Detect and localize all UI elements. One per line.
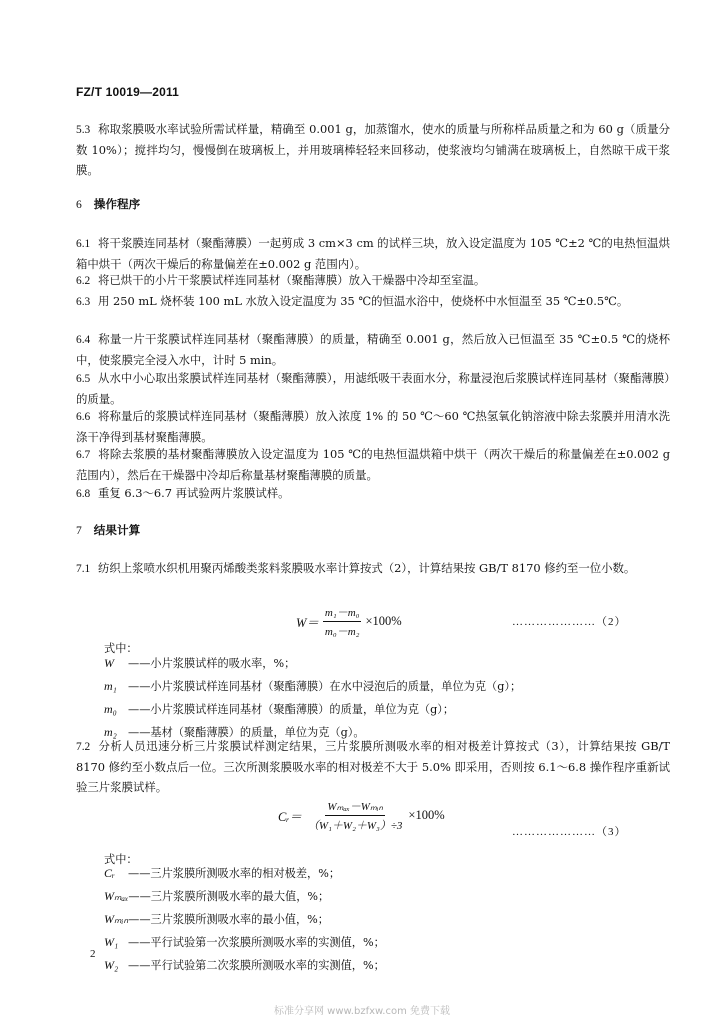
clause-5-3 [76, 119, 670, 180]
definition-text: ——三片浆膜所测吸水率的最大值，%； [128, 890, 330, 903]
definition-text: ——三片浆膜所测吸水率的最小值，%； [128, 913, 329, 926]
clause-7-1 [76, 558, 670, 579]
clause-number: 6.2 [76, 275, 91, 287]
section-6-heading [76, 196, 140, 212]
definition-item [104, 908, 385, 931]
section-number: 7 [76, 524, 82, 537]
definition-list-eq3 [104, 862, 385, 977]
equation-numerator: m₁－m₀ [323, 604, 362, 622]
definition-text: ——平行试验第一次浆膜所测吸水率的实测值，%； [128, 936, 385, 949]
definition-text: ——基材（聚酯薄膜）的质量，单位为克（g）。 [128, 726, 365, 739]
clause-6-3 [76, 291, 670, 312]
section-title: 结果计算 [93, 523, 141, 537]
where-label-2: 式中： [104, 853, 138, 866]
clause-number: 6.4 [76, 334, 91, 346]
section-7-heading [76, 522, 140, 538]
clause-text: 从水中小心取出浆膜试样连同基材（聚酯薄膜），用滤纸吸干表面水分，称量浸泡后浆膜试样连同基材（聚酯薄膜）的质量。 [76, 371, 670, 406]
equation-tail: ×100% [408, 808, 445, 822]
equation-numerator: Wₘₐₓ－Wₘᵢₙ [325, 798, 385, 816]
equation-2-number: …………………（2） [512, 616, 627, 628]
clause-text: 分析人员迅速分析三片浆膜试样测定结果，三片浆膜所测吸水率的相对极差计算按式（3），计算结果按 GB/T 8170 修约至小数点后一位。三次所测浆膜吸水率的相对极差不大于 5.0% 即采用，否则按 6.1～6.8 操作程序重新试验三片浆膜试样。 [76, 739, 670, 794]
equation-denominator: m₀－m₂ [324, 626, 360, 638]
definition-text: ——三片浆膜所测吸水率的相对极差，%； [128, 867, 341, 880]
definition-symbol: Cᵣ [104, 866, 115, 880]
clause-6-6 [76, 406, 670, 447]
definition-item [104, 885, 385, 908]
clause-text: 重复 6.3～6.7 再试验两片浆膜试样。 [98, 486, 290, 500]
equation-lhs: Cᵣ＝ [278, 809, 302, 824]
equation-3-number: …………………（3） [512, 826, 627, 838]
watermark-footer: 标准分享网 www.bzfxw.com 免费下载 [274, 1006, 450, 1017]
page-number: 2 [90, 948, 96, 960]
definition-symbol: Wₘₐₓ [104, 889, 129, 903]
equation-fraction [323, 604, 362, 639]
definition-item [104, 698, 521, 721]
definition-text: ——小片浆膜试样的吸水率，%； [128, 657, 296, 670]
definition-symbol: W₁ [104, 935, 119, 949]
clause-number: 6.8 [76, 488, 91, 500]
definition-text: ——平行试验第二次浆膜所测吸水率的实测值，%； [128, 959, 385, 972]
clause-number: 6.7 [76, 449, 91, 461]
definition-text: ——小片浆膜试样连同基材（聚酯薄膜）的质量，单位为克（g）； [128, 703, 455, 716]
equation-denominator: （W₁＋W₂＋W₃）÷3 [307, 820, 403, 832]
clause-number: 6.5 [76, 373, 91, 385]
definition-item [104, 954, 385, 977]
definition-item [104, 862, 385, 885]
document-header: FZ/T 10019—2011 [76, 85, 180, 99]
clause-6-1 [76, 233, 670, 274]
clause-6-7 [76, 444, 670, 485]
clause-text: 纺织上浆喷水织机用聚丙烯酸类浆料浆膜吸水率计算按式（2），计算结果按 GB/T 8170 修约至一位小数。 [98, 561, 636, 575]
clause-number: 7.2 [76, 741, 91, 753]
clause-number: 6.1 [76, 238, 91, 250]
clause-6-5 [76, 368, 670, 409]
equation-lhs: W＝ [296, 615, 319, 630]
definition-item [104, 652, 521, 675]
clause-7-2 [76, 736, 670, 797]
clause-6-4 [76, 329, 670, 370]
definition-item [104, 931, 385, 954]
definition-symbol: W [104, 656, 114, 670]
equation-2 [296, 604, 402, 639]
definition-symbol: m₀ [104, 702, 117, 716]
definition-symbol: m₂ [104, 725, 117, 739]
definition-item [104, 675, 521, 698]
clause-text: 称量一片干浆膜试样连同基材（聚酯薄膜）的质量，精确至 0.001 g，然后放入已恒温至 35 ℃±0.5 ℃的烧杯中，使浆膜完全浸入水中，计时 5 min。 [76, 332, 670, 367]
definition-symbol: m₁ [104, 679, 117, 693]
clause-6-8 [76, 483, 670, 504]
clause-text: 将干浆膜连同基材（聚酯薄膜）一起剪成 3 cm×3 cm 的试样三块，放入设定温度为 105 ℃±2 ℃的电热恒温烘箱中烘干（两次干燥后的称量偏差在±0.002 g 范围内）。 [76, 236, 670, 271]
clause-number: 6.6 [76, 411, 91, 423]
definition-symbol: Wₘᵢₙ [104, 912, 129, 926]
clause-text: 将称量后的浆膜试样连同基材（聚酯薄膜）放入浓度 1% 的 50 ℃～60 ℃热氢氧化钠溶液中除去浆膜并用清水洗涤干净得到基材聚酯薄膜。 [76, 409, 670, 444]
clause-text: 用 250 mL 烧杯装 100 mL 水放入设定温度为 35 ℃的恒温水浴中，使烧杯中水恒温至 35 ℃±0.5℃。 [98, 294, 629, 308]
definition-text: ——小片浆膜试样连同基材（聚酯薄膜）在水中浸泡后的质量，单位为克（g）； [128, 680, 522, 693]
definition-list-eq2 [104, 652, 521, 744]
clause-number: 7.1 [76, 563, 91, 575]
clause-text: 将已烘干的小片干浆膜试样连同基材（聚酯薄膜）放入干燥器中冷却至室温。 [98, 273, 486, 287]
equation-3 [278, 798, 445, 833]
clause-text: 称取浆膜吸水率试验所需试样量，精确至 0.001 g，加蒸馏水，使水的质量与所称样品质量之和为 60 g（质量分数 10%）；搅拌均匀，慢慢倒在玻璃板上，并用玻璃棒轻轻来回移动，使浆液均匀铺满在玻璃板上，自然晾干成干浆膜。 [76, 122, 670, 177]
equation-fraction [306, 798, 405, 833]
section-title: 操作程序 [93, 197, 141, 211]
section-number: 6 [76, 198, 82, 211]
clause-6-2 [76, 270, 670, 291]
equation-tail: ×100% [365, 614, 402, 628]
clause-text: 将除去浆膜的基材聚酯薄膜放入设定温度为 105 ℃的电热恒温烘箱中烘干（两次干燥后的称量偏差在±0.002 g 范围内），然后在干燥器中冷却后称量基材聚酯薄膜的质量。 [76, 447, 670, 482]
clause-number: 6.3 [76, 296, 91, 308]
definition-symbol: W₂ [104, 958, 119, 972]
where-label: 式中： [104, 642, 138, 655]
clause-number: 5.3 [76, 124, 91, 136]
